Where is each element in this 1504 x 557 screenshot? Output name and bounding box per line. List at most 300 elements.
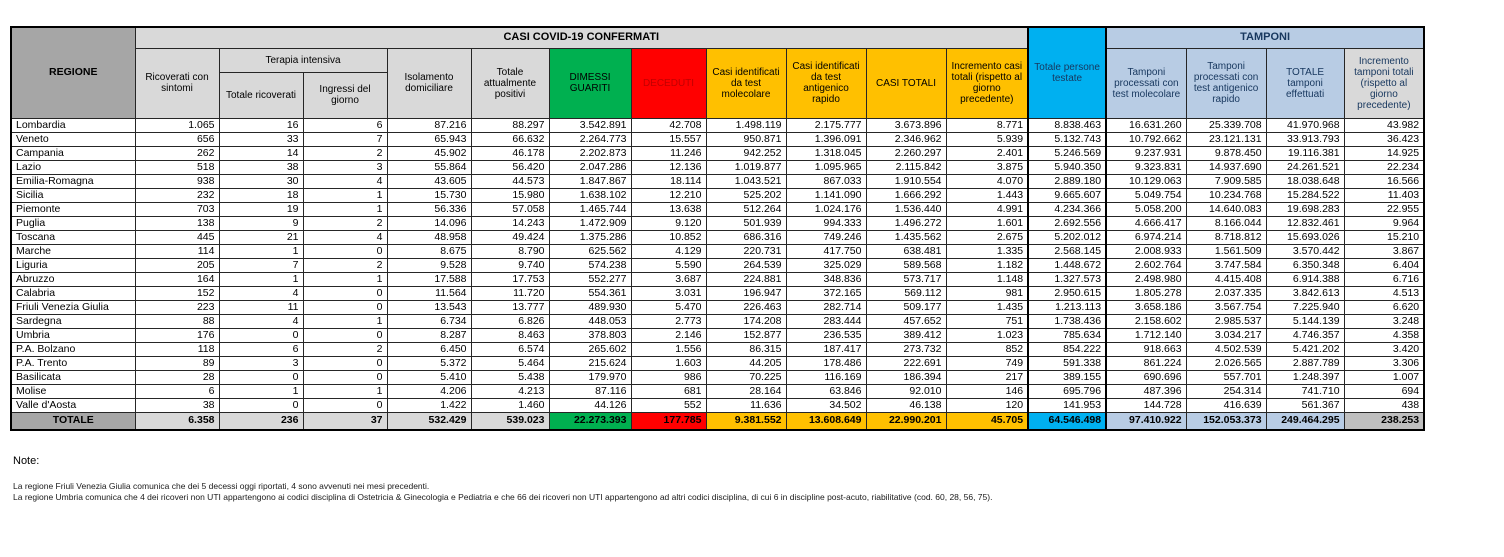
- value-cell: 22.234: [1344, 160, 1424, 174]
- region-row: [11, 174, 1424, 188]
- value-cell: 33: [219, 132, 303, 146]
- value-cell: 3.658.186: [1106, 300, 1186, 314]
- value-cell: 372.165: [786, 286, 866, 300]
- col-header-totale-tamponi: TOTALE tamponi effettuati: [1266, 48, 1344, 118]
- value-cell: 1.043.521: [706, 174, 786, 188]
- value-cell: 2.498.980: [1106, 272, 1186, 286]
- value-cell: 179.970: [549, 370, 631, 384]
- value-cell: 15.980: [471, 188, 549, 202]
- value-cell: 3.842.613: [1266, 286, 1344, 300]
- value-cell: 1.712.140: [1106, 328, 1186, 342]
- notes-title: Note:: [13, 455, 40, 467]
- region-row: [11, 132, 1424, 146]
- value-cell: 703: [135, 202, 219, 216]
- value-cell: 854.222: [1028, 342, 1106, 356]
- col-header-tamponi-antigenico: Tamponi processati con test antigenico rapido: [1186, 48, 1266, 118]
- totale-label-cell: TOTALE: [11, 412, 135, 430]
- value-cell: 152.877: [706, 328, 786, 342]
- value-cell: 8.287: [387, 328, 471, 342]
- value-cell: 5.590: [631, 258, 706, 272]
- value-cell: 86.315: [706, 342, 786, 356]
- value-cell: 1.498.119: [706, 118, 786, 132]
- value-cell: 18.114: [631, 174, 706, 188]
- value-cell: 196.947: [706, 286, 786, 300]
- col-header-attualmente-positivi: Totale attualmente positivi: [471, 48, 549, 118]
- value-cell: 56.420: [471, 160, 549, 174]
- value-cell: 9: [219, 216, 303, 230]
- value-cell: 41.970.968: [1266, 118, 1344, 132]
- value-cell: 15.730: [387, 188, 471, 202]
- totale-value-cell: 45.705: [946, 412, 1028, 430]
- value-cell: 9.120: [631, 216, 706, 230]
- region-row: [11, 160, 1424, 174]
- value-cell: 6.450: [387, 342, 471, 356]
- value-cell: 254.314: [1186, 384, 1266, 398]
- region-name-cell: Marche: [11, 244, 135, 258]
- value-cell: 1.007: [1344, 370, 1424, 384]
- value-cell: 43.982: [1344, 118, 1424, 132]
- value-cell: 21: [219, 230, 303, 244]
- value-cell: 416.639: [1186, 398, 1266, 412]
- value-cell: 3: [303, 160, 387, 174]
- value-cell: 525.202: [706, 188, 786, 202]
- value-cell: 638.481: [866, 244, 946, 258]
- value-cell: 2.346.962: [866, 132, 946, 146]
- value-cell: 5.470: [631, 300, 706, 314]
- value-cell: 573.717: [866, 272, 946, 286]
- region-name-cell: Molise: [11, 384, 135, 398]
- value-cell: 0: [303, 328, 387, 342]
- value-cell: 8.718.812: [1186, 230, 1266, 244]
- value-cell: 2.773: [631, 314, 706, 328]
- value-cell: 2.950.615: [1028, 286, 1106, 300]
- value-cell: 1.023: [946, 328, 1028, 342]
- covid-table: [10, 26, 1425, 431]
- region-name-cell: Valle d'Aosta: [11, 398, 135, 412]
- value-cell: 187.417: [786, 342, 866, 356]
- value-cell: 3.867: [1344, 244, 1424, 258]
- value-cell: 5.940.350: [1028, 160, 1106, 174]
- value-cell: 4.502.539: [1186, 342, 1266, 356]
- value-cell: 36.423: [1344, 132, 1424, 146]
- value-cell: 10.129.063: [1106, 174, 1186, 188]
- value-cell: 6.716: [1344, 272, 1424, 286]
- value-cell: 389.155: [1028, 370, 1106, 384]
- value-cell: 695.796: [1028, 384, 1106, 398]
- value-cell: 11: [219, 300, 303, 314]
- value-cell: 445: [135, 230, 219, 244]
- value-cell: 141.953: [1028, 398, 1106, 412]
- value-cell: 2: [303, 146, 387, 160]
- value-cell: 262: [135, 146, 219, 160]
- totale-row: [11, 412, 1424, 430]
- value-cell: 9.740: [471, 258, 549, 272]
- value-cell: 1: [219, 384, 303, 398]
- value-cell: 4.513: [1344, 286, 1424, 300]
- region-row: [11, 314, 1424, 328]
- region-name-cell: P.A. Trento: [11, 356, 135, 370]
- value-cell: 5.438: [471, 370, 549, 384]
- col-header-deceduti: DECEDUTI: [631, 48, 706, 118]
- value-cell: 1.095.965: [786, 160, 866, 174]
- value-cell: 46.178: [471, 146, 549, 160]
- totale-value-cell: 152.053.373: [1186, 412, 1266, 430]
- value-cell: 1.375.286: [549, 230, 631, 244]
- value-cell: 14.243: [471, 216, 549, 230]
- value-cell: 5.410: [387, 370, 471, 384]
- value-cell: 986: [631, 370, 706, 384]
- region-name-cell: Umbria: [11, 328, 135, 342]
- table-body: [11, 118, 1424, 430]
- value-cell: 2.008.933: [1106, 244, 1186, 258]
- region-row: [11, 384, 1424, 398]
- region-name-cell: Puglia: [11, 216, 135, 230]
- value-cell: 186.394: [866, 370, 946, 384]
- value-cell: 1.805.278: [1106, 286, 1186, 300]
- value-cell: 1.448.672: [1028, 258, 1106, 272]
- totale-value-cell: 532.429: [387, 412, 471, 430]
- value-cell: 4: [219, 286, 303, 300]
- value-cell: 44.205: [706, 356, 786, 370]
- region-row: [11, 244, 1424, 258]
- value-cell: 11.720: [471, 286, 549, 300]
- value-cell: 12.210: [631, 188, 706, 202]
- value-cell: 2.675: [946, 230, 1028, 244]
- value-cell: 7.225.940: [1266, 300, 1344, 314]
- value-cell: 6.350.348: [1266, 258, 1344, 272]
- region-name-cell: P.A. Bolzano: [11, 342, 135, 356]
- value-cell: 1: [219, 244, 303, 258]
- value-cell: 10.234.768: [1186, 188, 1266, 202]
- region-name-cell: Emilia-Romagna: [11, 174, 135, 188]
- value-cell: 741.710: [1266, 384, 1344, 398]
- value-cell: 14: [219, 146, 303, 160]
- value-cell: 5.372: [387, 356, 471, 370]
- value-cell: 87.216: [387, 118, 471, 132]
- value-cell: 1: [303, 202, 387, 216]
- value-cell: 88.297: [471, 118, 549, 132]
- value-cell: 3.567.754: [1186, 300, 1266, 314]
- value-cell: 8.771: [946, 118, 1028, 132]
- value-cell: 5.939: [946, 132, 1028, 146]
- value-cell: 1.422: [387, 398, 471, 412]
- region-name-cell: Sardegna: [11, 314, 135, 328]
- col-header-incremento-tamponi: Incremento tamponi totali (rispetto al giorno precedente): [1344, 48, 1424, 118]
- value-cell: 144.728: [1106, 398, 1186, 412]
- col-header-casi-molecolare: Casi identificati da test molecolare: [706, 48, 786, 118]
- value-cell: 264.539: [706, 258, 786, 272]
- col-header-terapia-intensiva: Terapia intensiva: [219, 48, 387, 72]
- value-cell: 2.146: [631, 328, 706, 342]
- value-cell: 0: [303, 356, 387, 370]
- value-cell: 6.914.388: [1266, 272, 1344, 286]
- value-cell: 44.573: [471, 174, 549, 188]
- value-cell: 552: [631, 398, 706, 412]
- value-cell: 2.202.873: [549, 146, 631, 160]
- value-cell: 5.202.012: [1028, 230, 1106, 244]
- value-cell: 591.338: [1028, 356, 1106, 370]
- col-header-tamponi-molecolare: Tamponi processati con test molecolare: [1106, 48, 1186, 118]
- value-cell: 1.638.102: [549, 188, 631, 202]
- value-cell: 25.339.708: [1186, 118, 1266, 132]
- value-cell: 56.336: [387, 202, 471, 216]
- value-cell: 4: [303, 230, 387, 244]
- value-cell: 378.803: [549, 328, 631, 342]
- value-cell: 226.463: [706, 300, 786, 314]
- value-cell: 176: [135, 328, 219, 342]
- value-cell: 215.624: [549, 356, 631, 370]
- value-cell: 1.019.877: [706, 160, 786, 174]
- value-cell: 0: [219, 370, 303, 384]
- value-cell: 1: [303, 314, 387, 328]
- value-cell: 8.790: [471, 244, 549, 258]
- totale-value-cell: 238.253: [1344, 412, 1424, 430]
- value-cell: 48.958: [387, 230, 471, 244]
- value-cell: 448.053: [549, 314, 631, 328]
- value-cell: 487.396: [1106, 384, 1186, 398]
- value-cell: 3.248: [1344, 314, 1424, 328]
- value-cell: 938: [135, 174, 219, 188]
- value-cell: 389.412: [866, 328, 946, 342]
- casi-confermati-banner: CASI COVID-19 CONFERMATI: [135, 27, 1028, 48]
- region-row: [11, 118, 1424, 132]
- value-cell: 512.264: [706, 202, 786, 216]
- note-line-2: La regione Umbria comunica che 4 dei ricoveri non UTI appartengono ai codici disciplina di Ostetricia & Ginecologia e Pediatria e che 66 dei ricoveri non UTI appartengono ad altri codici disciplina, di cui 6 in discipline post-acuto, riabilitative (cod. 60, 28, 56, 75).: [13, 492, 993, 502]
- value-cell: 17.588: [387, 272, 471, 286]
- value-cell: 2.887.789: [1266, 356, 1344, 370]
- totale-value-cell: 249.464.295: [1266, 412, 1344, 430]
- value-cell: 0: [303, 286, 387, 300]
- region-row: [11, 328, 1424, 342]
- value-cell: 1.065: [135, 118, 219, 132]
- value-cell: 89: [135, 356, 219, 370]
- value-cell: 438: [1344, 398, 1424, 412]
- value-cell: 3.306: [1344, 356, 1424, 370]
- value-cell: 1.536.440: [866, 202, 946, 216]
- value-cell: 0: [303, 370, 387, 384]
- value-cell: 2.889.180: [1028, 174, 1106, 188]
- value-cell: 66.632: [471, 132, 549, 146]
- value-cell: 6.826: [471, 314, 549, 328]
- value-cell: 10.792.662: [1106, 132, 1186, 146]
- value-cell: 2.175.777: [786, 118, 866, 132]
- value-cell: 1.666.292: [866, 188, 946, 202]
- value-cell: 2.602.764: [1106, 258, 1186, 272]
- value-cell: 224.881: [706, 272, 786, 286]
- value-cell: 5.246.569: [1028, 146, 1106, 160]
- col-header-casi-totali: CASI TOTALI: [866, 48, 946, 118]
- value-cell: 509.177: [866, 300, 946, 314]
- value-cell: 457.652: [866, 314, 946, 328]
- value-cell: 8.838.463: [1028, 118, 1106, 132]
- value-cell: 4.206: [387, 384, 471, 398]
- value-cell: 16: [219, 118, 303, 132]
- value-cell: 283.444: [786, 314, 866, 328]
- value-cell: 4: [219, 314, 303, 328]
- value-cell: 0: [303, 244, 387, 258]
- value-cell: 6.734: [387, 314, 471, 328]
- region-row: [11, 202, 1424, 216]
- value-cell: 4.666.417: [1106, 216, 1186, 230]
- value-cell: 19.698.283: [1266, 202, 1344, 216]
- value-cell: 114: [135, 244, 219, 258]
- value-cell: 265.602: [549, 342, 631, 356]
- value-cell: 2: [303, 258, 387, 272]
- value-cell: 518: [135, 160, 219, 174]
- value-cell: 3.420: [1344, 342, 1424, 356]
- value-cell: 236.535: [786, 328, 866, 342]
- value-cell: 63.846: [786, 384, 866, 398]
- value-cell: 152: [135, 286, 219, 300]
- region-name-cell: Lazio: [11, 160, 135, 174]
- value-cell: 11.636: [706, 398, 786, 412]
- value-cell: 3.747.584: [1186, 258, 1266, 272]
- region-row: [11, 300, 1424, 314]
- value-cell: 282.714: [786, 300, 866, 314]
- totale-value-cell: 9.381.552: [706, 412, 786, 430]
- value-cell: 1.847.867: [549, 174, 631, 188]
- value-cell: 34.502: [786, 398, 866, 412]
- value-cell: 1: [303, 272, 387, 286]
- value-cell: 65.943: [387, 132, 471, 146]
- value-cell: 981: [946, 286, 1028, 300]
- col-header-casi-antigenico: Casi identificati da test antigenico rapido: [786, 48, 866, 118]
- value-cell: 1.148: [946, 272, 1028, 286]
- value-cell: 18.038.648: [1266, 174, 1344, 188]
- value-cell: 9.528: [387, 258, 471, 272]
- col-header-totale-ricoverati: Totale ricoverati: [219, 72, 303, 118]
- region-row: [11, 398, 1424, 412]
- value-cell: 146: [946, 384, 1028, 398]
- value-cell: 178.486: [786, 356, 866, 370]
- value-cell: 1.435.562: [866, 230, 946, 244]
- totale-value-cell: 97.410.922: [1106, 412, 1186, 430]
- value-cell: 0: [303, 300, 387, 314]
- value-cell: 1.738.436: [1028, 314, 1106, 328]
- value-cell: 1.327.573: [1028, 272, 1106, 286]
- region-row: [11, 356, 1424, 370]
- totale-value-cell: 13.608.649: [786, 412, 866, 430]
- value-cell: 9.964: [1344, 216, 1424, 230]
- value-cell: 1.182: [946, 258, 1028, 272]
- value-cell: 8.463: [471, 328, 549, 342]
- value-cell: 4: [303, 174, 387, 188]
- value-cell: 6.404: [1344, 258, 1424, 272]
- value-cell: 1.460: [471, 398, 549, 412]
- totale-value-cell: 236: [219, 412, 303, 430]
- value-cell: 2.115.842: [866, 160, 946, 174]
- value-cell: 561.367: [1266, 398, 1344, 412]
- region-name-cell: Liguria: [11, 258, 135, 272]
- value-cell: 5.464: [471, 356, 549, 370]
- value-cell: 2.158.602: [1106, 314, 1186, 328]
- value-cell: 118: [135, 342, 219, 356]
- value-cell: 2.264.773: [549, 132, 631, 146]
- value-cell: 2.047.286: [549, 160, 631, 174]
- value-cell: 501.939: [706, 216, 786, 230]
- value-cell: 1.396.091: [786, 132, 866, 146]
- value-cell: 57.058: [471, 202, 549, 216]
- covid-report-sheet: [10, 26, 1425, 431]
- value-cell: 1.910.554: [866, 174, 946, 188]
- value-cell: 116.169: [786, 370, 866, 384]
- region-row: [11, 188, 1424, 202]
- value-cell: 0: [303, 398, 387, 412]
- value-cell: 43.605: [387, 174, 471, 188]
- region-name-cell: Sicilia: [11, 188, 135, 202]
- col-header-persone-testate: Totale persone testate: [1028, 27, 1106, 118]
- value-cell: 749: [946, 356, 1028, 370]
- region-row: [11, 146, 1424, 160]
- region-row: [11, 370, 1424, 384]
- region-row: [11, 230, 1424, 244]
- value-cell: 918.663: [1106, 342, 1186, 356]
- value-cell: 1.141.090: [786, 188, 866, 202]
- value-cell: 2.037.335: [1186, 286, 1266, 300]
- value-cell: 223: [135, 300, 219, 314]
- value-cell: 232: [135, 188, 219, 202]
- value-cell: 1: [303, 188, 387, 202]
- value-cell: 138: [135, 216, 219, 230]
- value-cell: 205: [135, 258, 219, 272]
- value-cell: 30: [219, 174, 303, 188]
- value-cell: 7: [219, 258, 303, 272]
- value-cell: 6.974.214: [1106, 230, 1186, 244]
- value-cell: 6: [303, 118, 387, 132]
- value-cell: 557.701: [1186, 370, 1266, 384]
- value-cell: 3.687: [631, 272, 706, 286]
- value-cell: 589.568: [866, 258, 946, 272]
- value-cell: 2.692.556: [1028, 216, 1106, 230]
- value-cell: 6: [135, 384, 219, 398]
- region-name-cell: Lombardia: [11, 118, 135, 132]
- value-cell: 1.443: [946, 188, 1028, 202]
- value-cell: 1.024.176: [786, 202, 866, 216]
- value-cell: 3.875: [946, 160, 1028, 174]
- value-cell: 33.913.793: [1266, 132, 1344, 146]
- value-cell: 11.564: [387, 286, 471, 300]
- col-header-ingressi-giorno: Ingressi del giorno: [303, 72, 387, 118]
- totale-value-cell: 22.990.201: [866, 412, 946, 430]
- value-cell: 11.246: [631, 146, 706, 160]
- value-cell: 6: [219, 342, 303, 356]
- value-cell: 867.033: [786, 174, 866, 188]
- value-cell: 6.574: [471, 342, 549, 356]
- value-cell: 44.126: [549, 398, 631, 412]
- value-cell: 9.665.607: [1028, 188, 1106, 202]
- value-cell: 2: [303, 342, 387, 356]
- value-cell: 10.852: [631, 230, 706, 244]
- col-header-incremento-casi: Incremento casi totali (rispetto al giorno precedente): [946, 48, 1028, 118]
- region-row: [11, 258, 1424, 272]
- col-header-regione: REGIONE: [11, 27, 135, 118]
- value-cell: 220.731: [706, 244, 786, 258]
- value-cell: 70.225: [706, 370, 786, 384]
- value-cell: 8.675: [387, 244, 471, 258]
- value-cell: 417.750: [786, 244, 866, 258]
- value-cell: 13.777: [471, 300, 549, 314]
- value-cell: 222.691: [866, 356, 946, 370]
- value-cell: 3.542.891: [549, 118, 631, 132]
- value-cell: 45.902: [387, 146, 471, 160]
- totale-value-cell: 177.785: [631, 412, 706, 430]
- value-cell: 15.557: [631, 132, 706, 146]
- value-cell: 681: [631, 384, 706, 398]
- totale-value-cell: 22.273.393: [549, 412, 631, 430]
- value-cell: 348.836: [786, 272, 866, 286]
- region-row: [11, 286, 1424, 300]
- value-cell: 994.333: [786, 216, 866, 230]
